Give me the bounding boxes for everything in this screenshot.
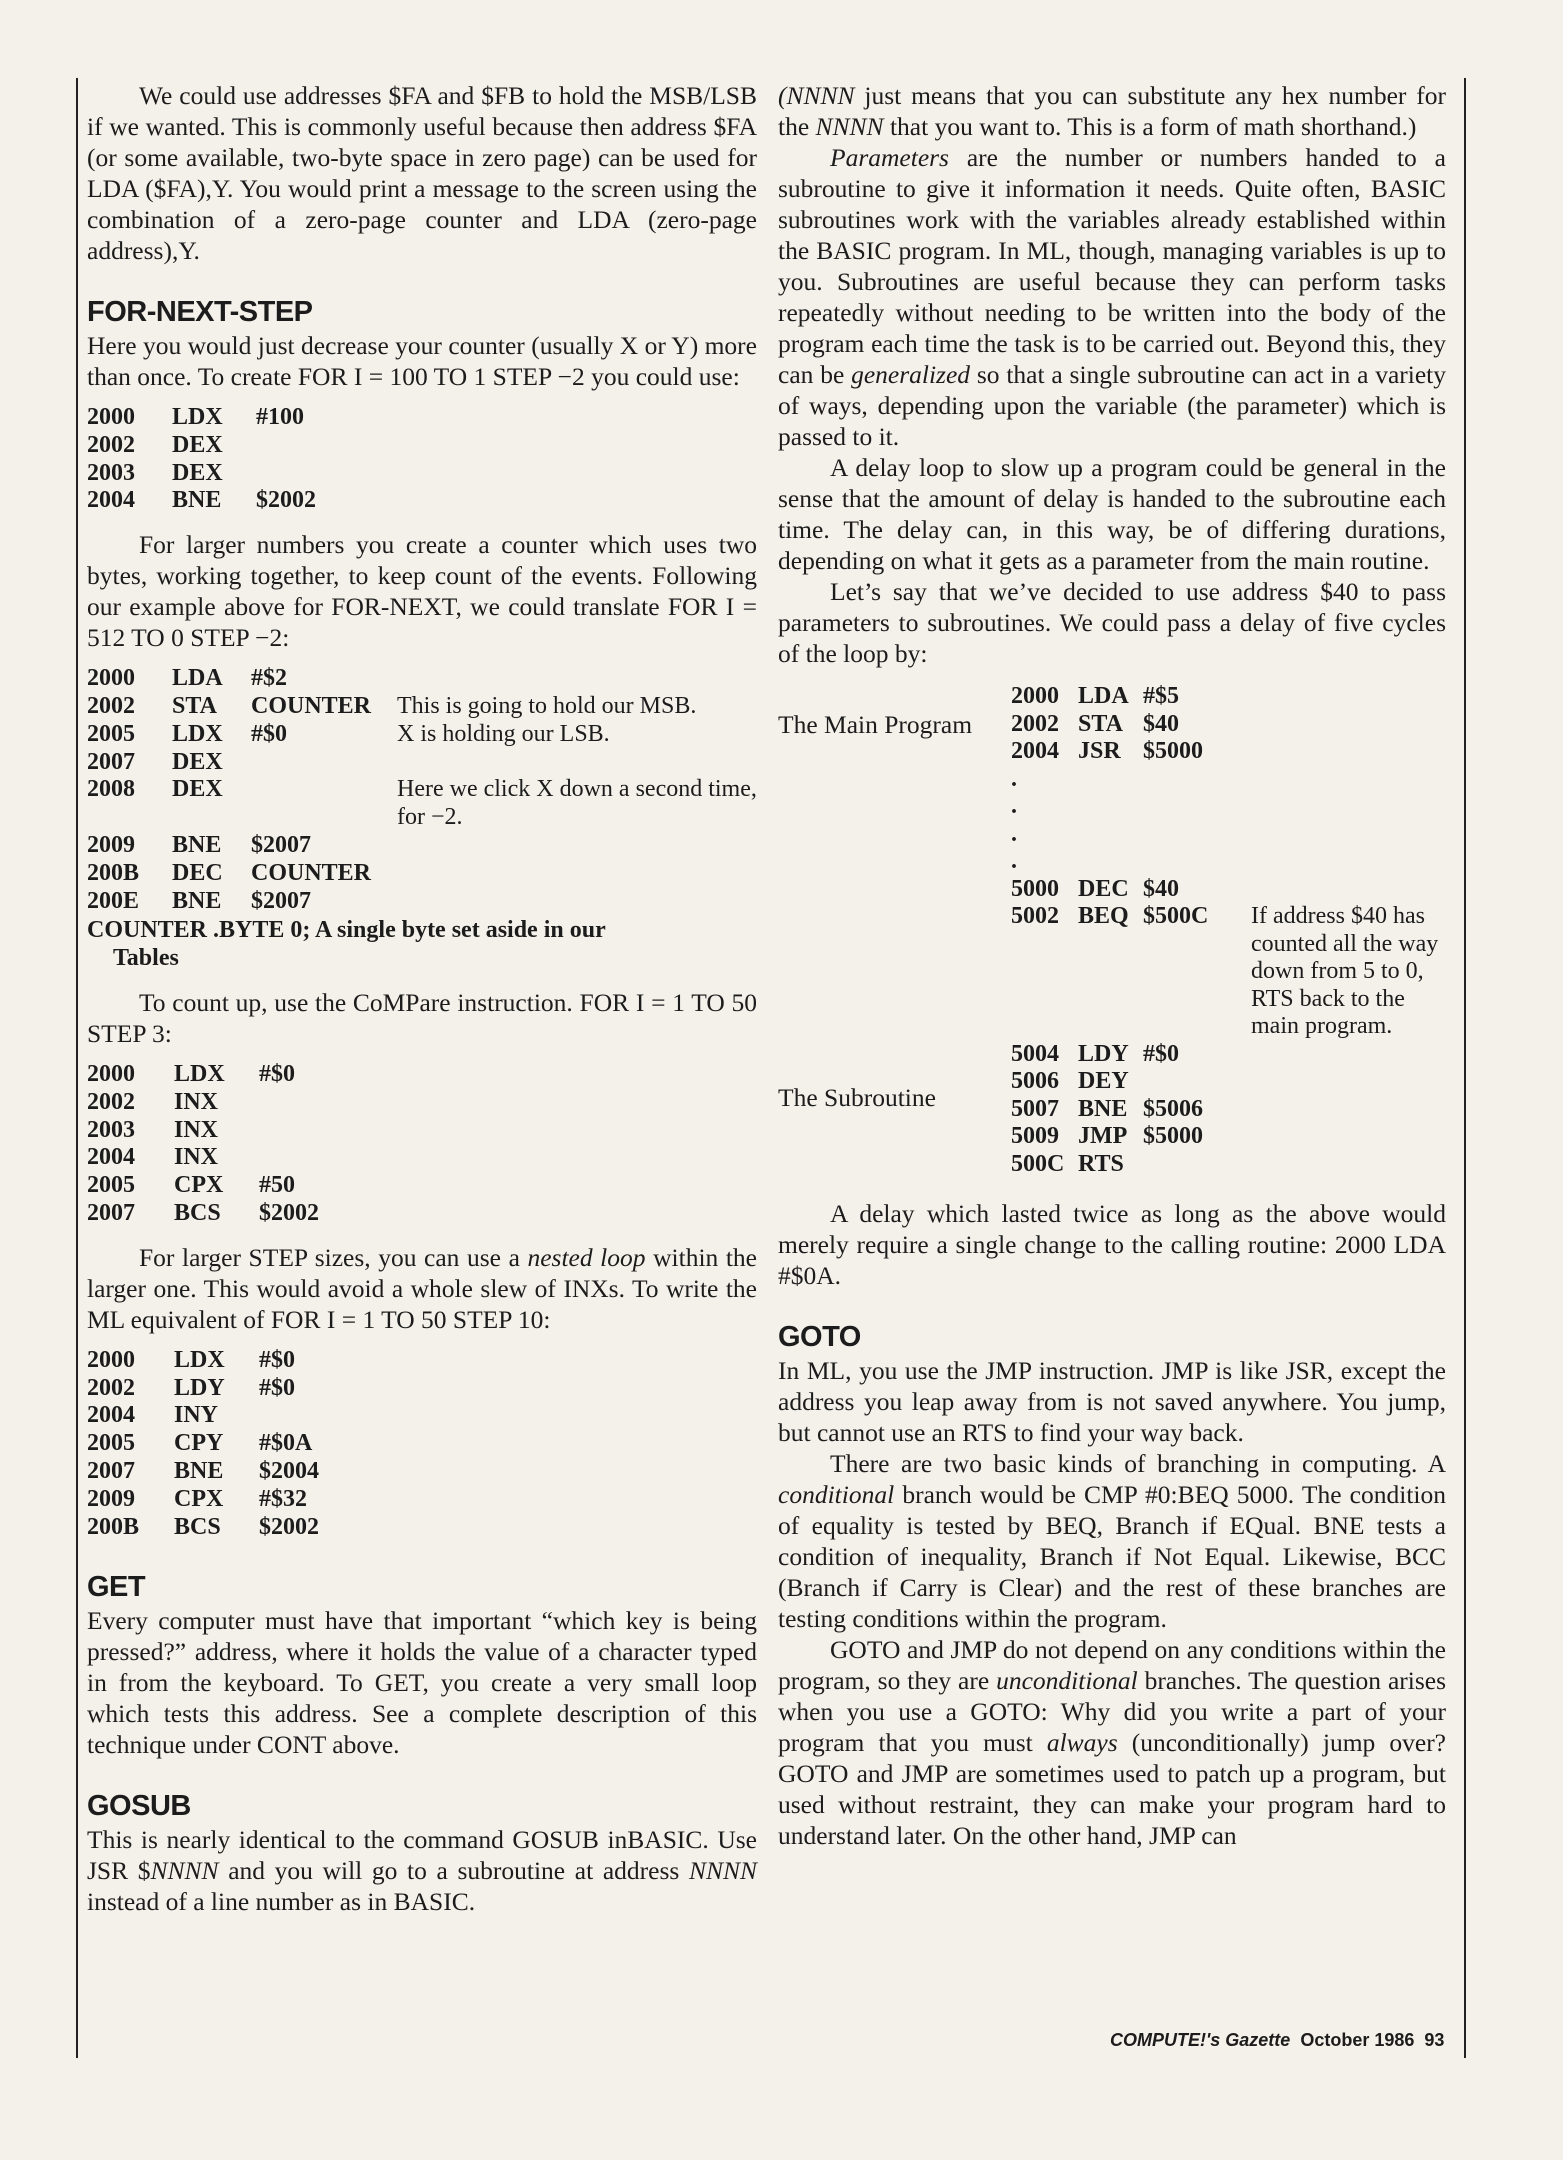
- code-line: [87, 1430, 757, 1458]
- code-opcode: JSR: [1078, 738, 1121, 764]
- code-address: 2003: [87, 1116, 135, 1143]
- code-comment: If address $40 has counted all the way down from 5 to 0, RTS back to the main program.: [1251, 903, 1439, 1039]
- code-line: [87, 404, 757, 432]
- code-opcode: CPX: [174, 1485, 224, 1512]
- heading-gosub: GOSUB: [87, 1790, 191, 1823]
- for-next-step-paragraph-2: For larger numbers you create a counter which uses two bytes, working together, to keep count of the events. Following our example above for FOR-NEXT, we could translate FOR I = 512 TO 0 STEP −2:: [87, 530, 757, 653]
- code-comment: [397, 832, 757, 860]
- code-address: 2000: [87, 404, 135, 430]
- code-line: [1011, 1041, 1446, 1069]
- code-address: 2005: [87, 720, 135, 747]
- code-line: [87, 1144, 757, 1172]
- code-address: 2009: [87, 831, 135, 858]
- code-address: 2003: [87, 459, 135, 486]
- code-line: [87, 1514, 757, 1542]
- code-line: [87, 1061, 757, 1089]
- main-program-label: The Main Program: [778, 709, 973, 739]
- code-operand: [259, 1089, 405, 1117]
- code-operand: #$0: [251, 720, 287, 747]
- code-address: 2002: [87, 1088, 135, 1115]
- code-line: [87, 749, 757, 777]
- code-comment: [1251, 1151, 1446, 1179]
- for-next-step-paragraph-1: Here you would just decrease your counter (usually X or Y) more than once. To create FOR I = 100 TO 1 STEP −2 you could use:: [87, 331, 757, 391]
- code-address: 2002: [1011, 710, 1059, 737]
- code-opcode: CPX: [174, 1172, 224, 1199]
- code-operand: [1143, 1068, 1251, 1096]
- column-rule-right: [1464, 78, 1466, 2058]
- left-column: [87, 80, 757, 1917]
- code-address: 5009: [1011, 1123, 1059, 1149]
- code-line: [1011, 1151, 1446, 1179]
- code-line: [1011, 1068, 1446, 1096]
- code-address: 2004: [1011, 738, 1059, 764]
- code-comment: [1251, 1041, 1446, 1069]
- code-line: [87, 1117, 757, 1145]
- code-line: [87, 693, 757, 721]
- page-footer: [1110, 2030, 1444, 2051]
- goto-paragraph-1: In ML, you use the JMP instruction. JMP is like JSR, except the address you leap away from is not saved anywhere. You jump, but cannot use an RTS to find your way back.: [778, 1356, 1446, 1447]
- code-address: 200B: [87, 859, 140, 886]
- code-opcode: LDX: [172, 404, 223, 430]
- code-operand: [259, 1117, 405, 1145]
- heading-for-next-step: FOR-NEXT-STEP: [87, 296, 313, 328]
- code-address: 200B: [87, 1513, 140, 1540]
- code-opcode: BNE: [172, 487, 222, 514]
- code-opcode: STA: [1078, 710, 1123, 737]
- code-address: 5002: [1011, 903, 1059, 929]
- code-operand: $5000: [1143, 1123, 1203, 1149]
- code-line: [87, 1402, 757, 1430]
- code-comment: [1251, 1068, 1446, 1096]
- code-opcode: INX: [174, 1088, 219, 1115]
- gosub-paragraph: This is nearly identical to the command GOSUB inBASIC. Use JSR $NNNN and you will go to a subroutine at address NNNN instead of a line number as in BASIC.: [87, 1825, 757, 1917]
- code-address: 2005: [87, 1430, 135, 1457]
- code-line: [87, 487, 757, 515]
- code-opcode: RTS: [1078, 1150, 1124, 1177]
- goto-paragraph-2: There are two basic kinds of branching in computing. A conditional branch would be CMP #0:BEQ 5000. The condition of equality is tested by BEQ, Branch if EQual. BNE tests a condition of inequality, Branch if Not Equal. Likewise, BCC (Branch if Carry is Clear) and the rest of these branches are testing conditions within the program.: [778, 1449, 1446, 1633]
- ellipsis-dot: .: [1011, 820, 1017, 847]
- code-line: [87, 1172, 757, 1200]
- code-operand: COUNTER: [251, 692, 372, 719]
- for-next-step-paragraph-3: To count up, use the CoMPare instruction. FOR I = 1 TO 50 STEP 3:: [87, 987, 757, 1048]
- code-comment: Here we click X down a second time, for −2.: [397, 776, 757, 831]
- code-operand: $2002: [256, 487, 316, 514]
- delay-loop-paragraph: A delay loop to slow up a program could be general in the sense that the amount of delay is handed to the subroutine each time. The delay can, in this way, be of differing durations, depending on what it gets as a parameter from the main routine.: [778, 453, 1446, 575]
- ellipsis-dot: .: [1011, 793, 1017, 819]
- right-column: [778, 80, 1446, 1851]
- code-line: [87, 1347, 757, 1375]
- code-line: [1011, 738, 1251, 766]
- code-address: 200E: [87, 887, 140, 914]
- code-address: 2000: [87, 665, 135, 692]
- code-opcode: INY: [174, 1402, 219, 1429]
- code-opcode: INX: [174, 1144, 219, 1171]
- code-line: [87, 860, 757, 888]
- code-line: [87, 460, 757, 488]
- code-comment: [397, 860, 757, 888]
- code-comment: [1251, 876, 1446, 904]
- code-operand: $2004: [259, 1457, 319, 1484]
- code-line: [87, 1458, 757, 1486]
- code-opcode: BNE: [172, 887, 222, 914]
- code-opcode: LDA: [1078, 683, 1129, 709]
- counter-byte-text-2: Tables: [113, 945, 179, 972]
- code-address: 2005: [87, 1172, 135, 1199]
- code-address: 5004: [1011, 1040, 1059, 1067]
- code-opcode: JMP: [1078, 1123, 1128, 1149]
- code-comment: [397, 888, 757, 916]
- code-line: [87, 776, 757, 832]
- code-address: 2002: [87, 431, 135, 458]
- code-line: [87, 1486, 757, 1514]
- code-opcode: STA: [172, 692, 217, 719]
- code-opcode: BCS: [174, 1513, 221, 1540]
- code-operand: $2007: [251, 831, 311, 858]
- code-comment: This is going to hold our MSB.: [397, 692, 697, 719]
- code-address: 2007: [87, 1199, 135, 1226]
- code-line: [87, 1089, 757, 1117]
- subroutine-listing: [778, 683, 1446, 1178]
- code-comment: [1251, 1123, 1446, 1151]
- code-operand: #$0: [1143, 1040, 1179, 1067]
- code-operand: $5000: [1143, 738, 1203, 764]
- issue-date: October 1986: [1300, 2030, 1415, 2050]
- code-line: [87, 432, 757, 460]
- code-line: [1011, 1123, 1446, 1151]
- code-line: [87, 665, 757, 693]
- code-opcode: DEX: [172, 748, 223, 775]
- code-opcode: CPY: [174, 1430, 224, 1457]
- code-address: 2000: [1011, 683, 1059, 709]
- code-operand: [251, 776, 397, 832]
- code-line: [87, 1375, 757, 1403]
- code-operand: #100: [256, 404, 304, 430]
- parameters-paragraph: Parameters are the number or numbers handed to a subroutine to give it information it needs. Quite often, BASIC subroutines work with the variables already established within the BASIC program. In ML, though, managing variables is up to you. Subroutines are useful because they can perform tasks repeatedly without needing to be written into the body of the program each time the task is to be carried out. Beyond this, they can be generalized so that a single subroutine can act in a variety of ways, depending upon the variable (the parameter) which is passed to it.: [778, 143, 1446, 451]
- code-opcode: INX: [174, 1116, 219, 1143]
- code-comment: [397, 665, 757, 693]
- heading-get: GET: [87, 1571, 146, 1604]
- code-line: [87, 832, 757, 860]
- code-comment: X is holding our LSB.: [397, 720, 610, 747]
- code-operand: #$32: [259, 1485, 307, 1512]
- code-address: 2007: [87, 748, 135, 775]
- code-address: 2004: [87, 487, 135, 514]
- code-opcode: LDY: [1078, 1040, 1129, 1067]
- code-line: [1011, 683, 1251, 711]
- code-opcode: LDA: [172, 665, 223, 692]
- code-operand: #$0: [259, 1346, 295, 1373]
- main-program-block: [778, 683, 1446, 766]
- address-40-paragraph: Let’s say that we’ve decided to use address $40 to pass parameters to subroutines. We could pass a delay of five cycles of the loop by:: [778, 577, 1446, 668]
- counter-byte-text: COUNTER .BYTE 0; A single byte set aside in our: [87, 917, 606, 944]
- code-opcode: DEX: [172, 459, 223, 486]
- heading-goto: GOTO: [778, 1321, 861, 1353]
- code-address: 2004: [87, 1144, 135, 1171]
- counter-byte-line: [87, 917, 757, 973]
- for-next-step-paragraph-4: For larger STEP sizes, you can use a nested loop within the larger one. This would avoid a whole slew of INXs. To write the ML equivalent of FOR I = 1 TO 50 STEP 10:: [87, 1242, 757, 1334]
- ellipsis-dot: .: [1011, 765, 1017, 792]
- code-line: [1011, 876, 1446, 904]
- code-line: [1011, 903, 1446, 1041]
- code-opcode: BNE: [174, 1457, 224, 1484]
- code-opcode: DEC: [172, 859, 223, 886]
- code-operand: #50: [259, 1172, 295, 1199]
- code-operand: [259, 1144, 405, 1172]
- code-address: 2004: [87, 1402, 135, 1429]
- code-opcode: DEC: [1078, 875, 1129, 902]
- code-listing-3: [87, 1061, 757, 1228]
- code-address: 2008: [87, 776, 135, 803]
- code-opcode: LDX: [174, 1346, 225, 1373]
- column-rule-left: [76, 78, 78, 2058]
- code-operand: $2002: [259, 1513, 319, 1540]
- subroutine-code: [778, 876, 1446, 1179]
- code-operand: $40: [1143, 875, 1179, 902]
- code-operand: $40: [1143, 710, 1179, 737]
- code-operand: $2002: [259, 1199, 319, 1226]
- code-operand: $500C: [1143, 903, 1209, 929]
- code-operand: #$2: [251, 665, 287, 692]
- code-operand: #$0A: [259, 1430, 313, 1457]
- ellipsis-dot: .: [1011, 848, 1017, 874]
- code-line: [1011, 711, 1251, 739]
- code-opcode: BCS: [174, 1199, 221, 1226]
- twice-as-long-paragraph: A delay which lasted twice as long as the above would merely require a single change to the calling routine: 2000 LDA #$0A.: [778, 1199, 1446, 1290]
- main-program-code: [1011, 683, 1251, 766]
- page-number: 93: [1424, 2030, 1445, 2050]
- code-opcode: DEX: [172, 431, 223, 458]
- code-address: 500C: [1011, 1150, 1065, 1177]
- code-operand: [251, 749, 397, 777]
- code-operand: [259, 1402, 405, 1430]
- code-line: [87, 721, 757, 749]
- nnnn-paragraph: (NNNN just means that you can substitute any hex number for the NNNN that you want to. This is a form of math shorthand.): [778, 81, 1446, 141]
- code-line: [87, 888, 757, 916]
- code-address: 2007: [87, 1457, 135, 1484]
- code-address: 2000: [87, 1346, 135, 1373]
- code-comment: [1251, 1096, 1446, 1124]
- code-address: 2000: [87, 1060, 135, 1087]
- code-address: 5007: [1011, 1095, 1059, 1122]
- code-opcode: LDY: [174, 1374, 225, 1401]
- code-listing-4: [87, 1347, 757, 1542]
- intro-paragraph: We could use addresses $FA and $FB to hold the MSB/LSB if we wanted. This is commonly useful because then address $FA (or some available, two-byte space in zero page) can be used for LDA ($FA),Y. You would print a message to the screen using the combination of a zero-page counter and LDA (zero-page address),Y.: [87, 81, 757, 265]
- subroutine-block: [778, 876, 1446, 1179]
- code-operand: #$0: [259, 1060, 295, 1087]
- code-line: [1011, 1096, 1446, 1124]
- code-opcode: LDX: [172, 720, 223, 747]
- code-opcode: DEX: [172, 776, 223, 803]
- goto-paragraph-3: GOTO and JMP do not depend on any conditions within the program, so they are unconditional branches. The question arises when you use a GOTO: Why did you write a part of your program that you must always (unconditionally) jump over? GOTO and JMP are sometimes used to patch up a program, but used without restraint, they can make your program hard to understand later. On the other hand, JMP can: [778, 1635, 1447, 1850]
- code-operand: $5006: [1143, 1095, 1203, 1122]
- code-operand: [256, 460, 402, 488]
- code-line: [87, 1200, 757, 1228]
- magazine-name: COMPUTE!'s Gazette: [1110, 2030, 1291, 2050]
- code-listing-1: [87, 404, 757, 515]
- code-address: 5006: [1011, 1068, 1059, 1094]
- code-operand: [1143, 1151, 1251, 1179]
- code-opcode: BNE: [1078, 1095, 1128, 1122]
- subroutine-label: The Subroutine: [778, 1082, 936, 1112]
- code-opcode: DEY: [1078, 1068, 1129, 1094]
- code-operand: $2007: [251, 887, 311, 914]
- code-address: 2002: [87, 1374, 135, 1401]
- code-operand: #$0: [259, 1374, 295, 1401]
- code-opcode: LDX: [174, 1060, 225, 1087]
- get-paragraph: Every computer must have that important “which key is being pressed?” address, where it holds the value of a character typed in from the keyboard. To GET, you create a very small loop which tests this address. See a complete description of this technique under CONT above.: [87, 1606, 757, 1760]
- code-operand: COUNTER: [251, 859, 372, 886]
- code-opcode: BEQ: [1078, 903, 1129, 929]
- code-listing-2: [87, 665, 757, 915]
- code-comment: [397, 749, 757, 777]
- code-operand: #$5: [1143, 683, 1179, 709]
- code-address: 2002: [87, 692, 135, 719]
- code-operand: [256, 432, 402, 460]
- code-opcode: BNE: [172, 831, 222, 858]
- code-address: 5000: [1011, 875, 1059, 902]
- code-address: 2009: [87, 1485, 135, 1512]
